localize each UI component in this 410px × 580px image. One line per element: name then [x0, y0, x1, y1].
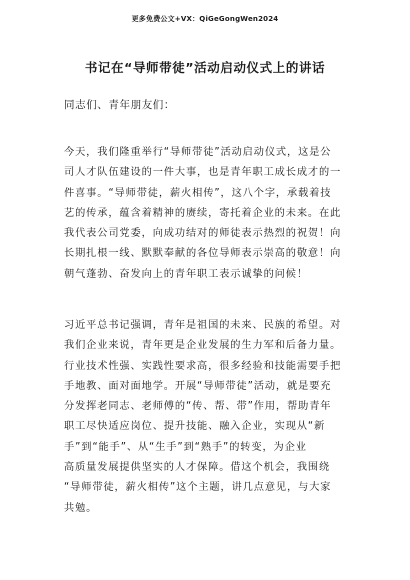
- paragraph-2: [64, 316, 360, 519]
- paragraph-line: 我代表公司党委，向成功结对的师徒表示热烈的祝贺！向: [64, 228, 342, 240]
- paragraph-line: 行业技术性强、实践性要求高，很多经验和技能需要手把: [64, 360, 342, 372]
- paragraph-line: 朝气蓬勃、奋发向上的青年职工表示诚挚的问候！: [64, 268, 308, 280]
- paragraph-line: 艺的传承，蕴含着精神的赓续，寄托着企业的未来。在此: [64, 207, 342, 219]
- paragraph-line: 职工尽快适应岗位、提升技能、融入企业，实现从“新: [64, 421, 326, 433]
- paragraph-line: 手”到“能手”、从“生手”到“熟手”的转变，为企业: [64, 441, 307, 453]
- paragraph-line: “导师带徒，薪火相传”这个主题，讲几点意见，与大家: [64, 482, 332, 494]
- paragraph-line: 件喜事。“导师带徒，薪火相传”，这八个字，承载着技: [64, 187, 332, 199]
- header-note: 更多免费公文+VX：QiGeGongWen2024: [131, 15, 279, 23]
- greeting: 同志们、青年朋友们：: [64, 99, 175, 111]
- paragraph-line: 今天，我们隆重举行“导师带徒”活动启动仪式，这是公: [64, 147, 332, 158]
- paragraph-line: 手地教、面对面地学。开展“导师带徒”活动，就是要充: [64, 380, 332, 392]
- paragraph-1: [64, 143, 360, 285]
- paragraph-line: 共勉。: [64, 502, 98, 514]
- paragraph-line: 习近平总书记强调，青年是祖国的未来、民族的希望。对: [64, 320, 342, 331]
- document-title: 书记在“导师带徒”活动启动仪式上的讲话: [84, 60, 326, 75]
- paragraph-line: 长期扎根一线、默默奉献的各位导师表示崇高的敬意！向: [64, 248, 342, 260]
- paragraph-line: 司人才队伍建设的一件大事，也是青年职工成长成才的一: [64, 167, 342, 179]
- paragraph-line: 分发挥老同志、老师傅的“传、帮、带”作用，帮助青年: [64, 401, 332, 413]
- paragraph-line: 我们企业来说，青年更是企业发展的生力军和后备力量。: [64, 340, 342, 352]
- paragraph-line: 高质量发展提供坚实的人才保障。借这个机会，我围绕: [64, 462, 331, 474]
